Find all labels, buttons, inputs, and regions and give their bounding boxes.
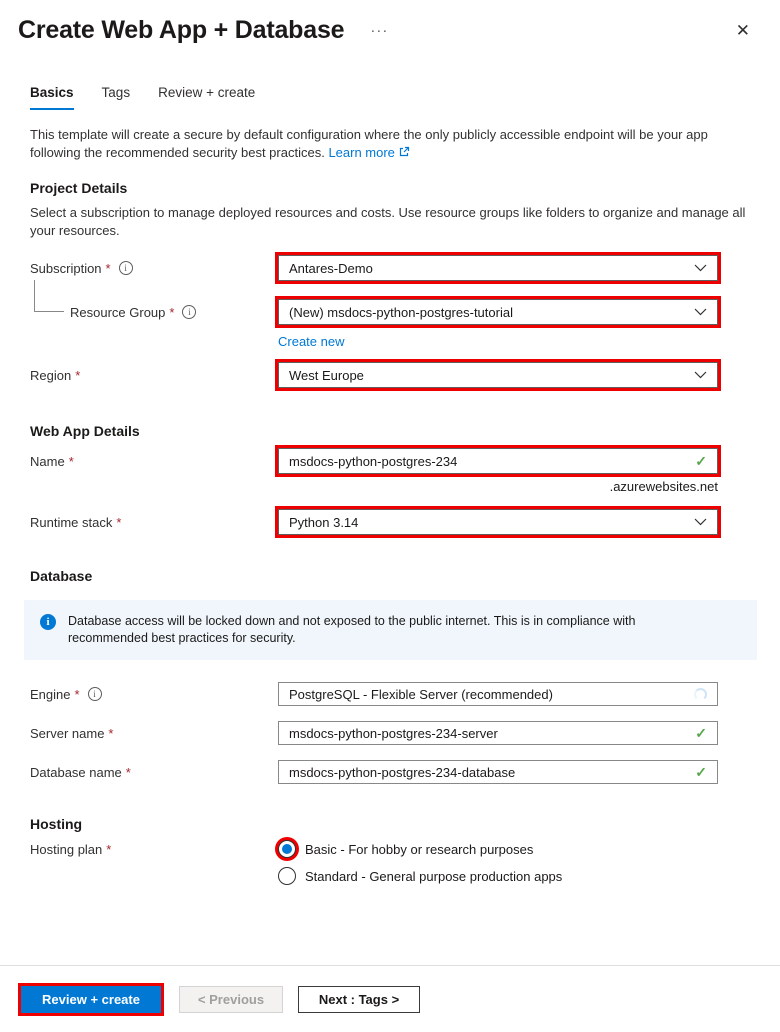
valid-check-icon: ✓ [695, 452, 707, 469]
runtime-stack-label: Runtime stack * [30, 514, 122, 530]
required-asterisk: * [108, 725, 114, 741]
radio-selected-icon[interactable] [278, 840, 296, 858]
header [0, 0, 780, 45]
info-icon[interactable] [119, 261, 133, 275]
subscription-dropdown[interactable]: Antares-Demo [278, 255, 718, 281]
highlight-box [275, 296, 721, 328]
required-asterisk: * [125, 764, 131, 780]
tab-review-create[interactable]: Review + create [158, 85, 256, 100]
intro-description: This template will create a secure by default configuration where the only publicly accessible endpoint will be your app following the recommended security best practices. [30, 127, 708, 160]
chevron-down-icon [694, 308, 707, 316]
subscription-label: Subscription * i [30, 261, 278, 276]
more-menu-icon[interactable]: ··· [370, 22, 389, 39]
highlight-box [275, 506, 721, 538]
server-name-input[interactable]: msdocs-python-postgres-234-server ✓ [278, 721, 718, 745]
create-new-link[interactable]: Create new [278, 334, 345, 349]
region-dropdown[interactable]: West Europe [278, 362, 718, 388]
project-details-description: Select a subscription to manage deployed resources and costs. Use resource groups like folders to organize and manage all your resources. [30, 205, 746, 238]
close-icon[interactable]: ✕ [735, 20, 750, 40]
resource-group-connector-line [34, 280, 64, 312]
database-heading: Database [30, 568, 93, 584]
wizard-tabs [30, 85, 780, 110]
valid-check-icon: ✓ [695, 763, 707, 780]
intro-text [30, 126, 742, 162]
required-asterisk: * [106, 842, 112, 857]
chevron-down-icon [694, 264, 707, 272]
info-icon[interactable] [182, 305, 196, 319]
resource-group-row [30, 298, 780, 326]
info-banner-text: Database access will be locked down and not exposed to the public internet. This is in compliance with recommended best practices for security. [68, 614, 636, 645]
highlight-box [275, 252, 721, 284]
engine-row [30, 682, 780, 706]
database-name-row [30, 760, 780, 784]
loading-spinner-icon [694, 688, 707, 701]
highlight-box [275, 445, 721, 477]
required-asterisk: * [116, 514, 122, 530]
name-label: Name * [30, 453, 74, 469]
hosting-heading: Hosting [30, 816, 83, 832]
engine-field[interactable]: PostgreSQL - Flexible Server (recommended) [278, 682, 718, 706]
engine-label: Engine * i [30, 687, 278, 702]
create-new-link-wrap [278, 334, 780, 349]
runtime-stack-dropdown[interactable]: Python 3.14 [278, 509, 718, 535]
learn-more-link[interactable]: Learn more [328, 145, 409, 160]
webapp-details-heading: Web App Details [30, 423, 140, 439]
required-asterisk: * [105, 260, 111, 276]
next-tags-button[interactable]: Next : Tags > [298, 986, 420, 1013]
resource-group-dropdown[interactable]: (New) msdocs-python-postgres-tutorial [278, 299, 718, 325]
previous-button[interactable]: < Previous [179, 986, 283, 1013]
project-details-heading: Project Details [30, 180, 128, 196]
info-filled-icon: i [40, 614, 56, 630]
database-name-input[interactable]: msdocs-python-postgres-234-database ✓ [278, 760, 718, 784]
name-row [30, 447, 780, 475]
region-label: Region * [30, 367, 81, 383]
hosting-plan-label: Hosting plan * [30, 842, 112, 857]
chevron-down-icon [694, 371, 707, 379]
tab-tags[interactable]: Tags [101, 85, 131, 100]
info-icon[interactable] [88, 687, 102, 701]
hosting-option-basic[interactable]: Basic - For hobby or research purposes [278, 840, 562, 858]
runtime-row [30, 508, 780, 536]
review-create-button[interactable]: Review + create [21, 986, 161, 1013]
chevron-down-icon [694, 518, 707, 526]
page-title: Create Web App + Database [18, 16, 345, 44]
required-asterisk: * [75, 367, 81, 383]
required-asterisk: * [68, 453, 74, 469]
footer-bar [0, 965, 780, 1032]
highlight-box [275, 359, 721, 391]
region-row [30, 361, 780, 389]
domain-suffix: .azurewebsites.net [609, 479, 718, 494]
project-details-form [0, 254, 780, 389]
radio-unselected-icon[interactable] [278, 867, 296, 885]
server-name-row [30, 721, 780, 745]
database-name-label: Database name * [30, 764, 131, 780]
highlight-box [18, 983, 164, 1016]
hosting-plan-options [278, 840, 562, 885]
app-name-input[interactable]: msdocs-python-postgres-234 ✓ [278, 448, 718, 474]
resource-group-label: Resource Group * i [30, 305, 278, 320]
server-name-label: Server name * [30, 725, 114, 741]
tab-basics[interactable]: Basics [30, 85, 74, 110]
hosting-option-standard[interactable]: Standard - General purpose production apps [278, 867, 562, 885]
required-asterisk: * [74, 686, 80, 702]
external-link-icon [398, 146, 410, 158]
info-banner [24, 600, 757, 660]
valid-check-icon: ✓ [695, 724, 707, 741]
hosting-plan-row [30, 840, 780, 885]
required-asterisk: * [169, 304, 175, 320]
subscription-row [30, 254, 780, 282]
